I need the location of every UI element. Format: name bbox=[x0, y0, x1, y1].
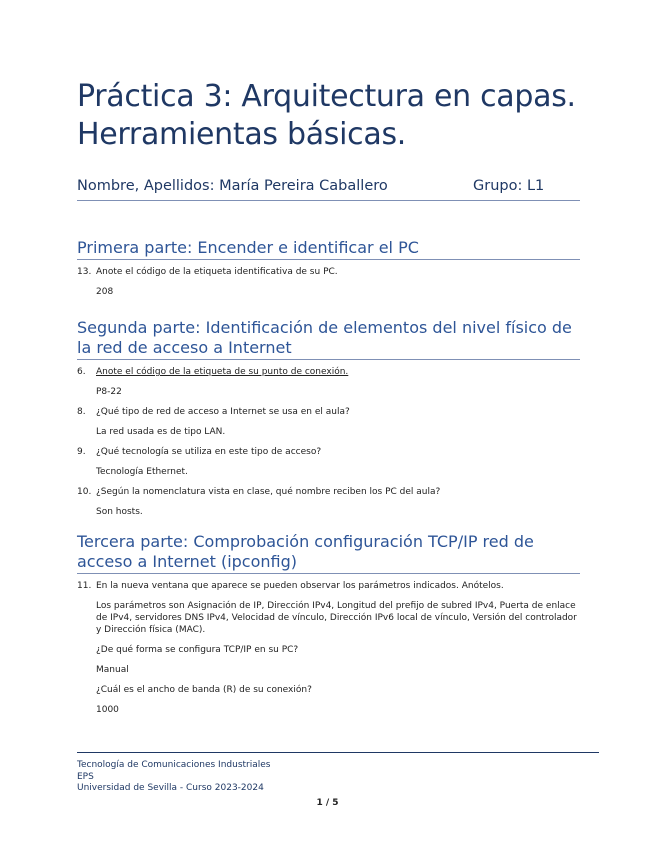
page-title: Práctica 3: Arquitectura en capas. Herramientas básicas. bbox=[77, 79, 576, 152]
question-text: ¿Según la nomenclatura vista en clase, qué nombre reciben los PC del aula? bbox=[96, 487, 441, 497]
question-text: ¿Qué tipo de red de acceso a Internet se usa en el aula? bbox=[96, 407, 350, 417]
answer-text: Los parámetros son Asignación de IP, Dirección IPv4, Longitud del prefijo de subred IPv4, Puerta de enlace de IPv4, servidores DNS IPv4, Velocidad de vínculo, Dirección IPv6 local de vínculo, Versión del controlador y Dirección física (MAC). bbox=[96, 601, 577, 635]
question-number: 10. bbox=[77, 487, 92, 497]
section-segunda-parte bbox=[77, 318, 580, 518]
question-number: 6. bbox=[77, 367, 86, 377]
section-primera-parte bbox=[77, 238, 580, 298]
section-heading: Tercera parte: Comprobación configuración TCP/IP red de acceso a Internet (ipconfig) bbox=[77, 532, 580, 574]
footer bbox=[77, 760, 270, 795]
question-number: 8. bbox=[77, 407, 86, 417]
question-number: 13. bbox=[77, 267, 92, 277]
page-number: 1 / 5 bbox=[316, 798, 339, 808]
answer-text: Tecnología Ethernet. bbox=[96, 467, 188, 477]
section-heading: Segunda parte: Identificación de elementos del nivel físico de la red de acceso a Internet bbox=[77, 318, 580, 360]
answer-text: 1000 bbox=[96, 705, 119, 715]
question-item bbox=[77, 446, 580, 478]
student-name: Nombre, Apellidos: María Pereira Caballero bbox=[77, 178, 388, 194]
question-item bbox=[77, 580, 580, 636]
answer-text: 208 bbox=[96, 287, 114, 297]
question-text: En la nueva ventana que aparece se pueden observar los parámetros indicados. Anótelos. bbox=[96, 581, 504, 591]
footer-school: EPS bbox=[77, 771, 94, 782]
footer-course: Tecnología de Comunicaciones Industriales bbox=[77, 760, 271, 770]
student-group: Grupo: L1 bbox=[473, 178, 545, 194]
question-number: 9. bbox=[77, 447, 86, 457]
question-item bbox=[77, 366, 580, 398]
question-text: ¿Cuál es el ancho de banda (R) de su conexión? bbox=[96, 685, 312, 695]
question-number: 11. bbox=[77, 581, 92, 591]
section-tercera-parte bbox=[77, 532, 580, 716]
question-item bbox=[77, 406, 580, 438]
question-item bbox=[77, 266, 580, 298]
footer-university: Universidad de Sevilla - Curso 2023-2024 bbox=[77, 783, 264, 793]
question-text: Anote el código de la etiqueta de su punto de conexión. bbox=[96, 367, 349, 377]
question-item bbox=[77, 486, 580, 518]
student-info bbox=[77, 178, 580, 201]
question-text: ¿De qué forma se configura TCP/IP en su PC? bbox=[96, 645, 299, 655]
question-text: Anote el código de la etiqueta identificativa de su PC. bbox=[96, 267, 338, 277]
footer-divider bbox=[77, 752, 599, 753]
answer-text: P8-22 bbox=[96, 387, 122, 397]
section-heading: Primera parte: Encender e identificar el PC bbox=[77, 238, 580, 260]
answer-text: La red usada es de tipo LAN. bbox=[96, 427, 226, 437]
answer-text: Manual bbox=[96, 665, 129, 675]
question-text: ¿Qué tecnología se utiliza en este tipo de acceso? bbox=[96, 447, 322, 457]
answer-text: Son hosts. bbox=[96, 507, 143, 517]
